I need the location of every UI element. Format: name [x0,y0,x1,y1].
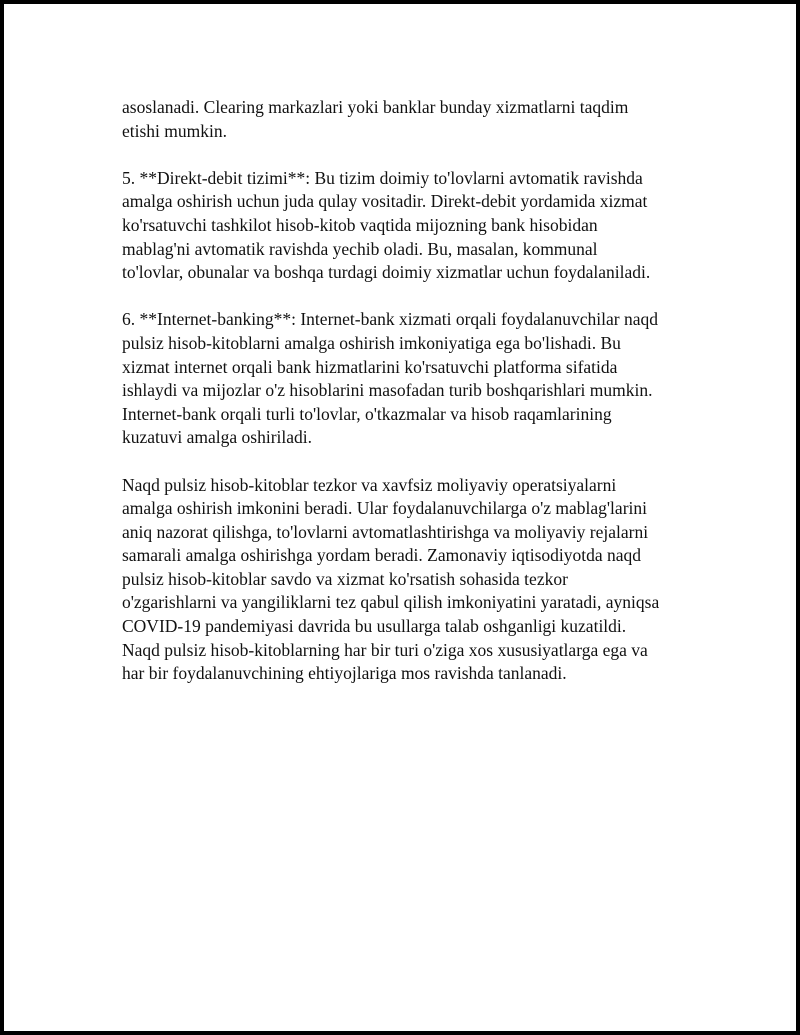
text-line: asoslanadi. Clearing markazlari yoki banklar bunday xizmatlarni taqdim [122,97,629,117]
paragraph-direct-debit [122,167,722,285]
paragraph-internet-banking [122,308,722,450]
text-line: xizmat internet orqali bank hizmatlarini ko'rsatuvchi platforma sifatida [122,356,618,377]
text-line: COVID-19 pandemiyasi davrida bu usullarga talab oshganligi kuzatildi. [122,616,627,637]
text-line: mablag'ni avtomatik ravishda yechib oladi. Bu, masalan, kommunal [122,238,598,259]
text-line: ko'rsatuvchi tashkilot hisob-kitob vaqtida mijozning bank hisobidan [122,214,598,235]
text-line: amalga oshirish uchun juda qulay vositadir. Direkt-debit yordamida xizmat [122,191,648,212]
text-line: to'lovlar, obunalar va boshqa turdagi doimiy xizmatlar uchun foydalaniladi. [122,262,651,283]
text-line: Naqd pulsiz hisob-kitoblar tezkor va xavfsiz moliyaviy operatsiyalarni [122,474,617,495]
text-line: pulsiz hisob-kitoblarni amalga oshirish imkoniyatiga ega bo'lishadi. Bu [122,332,621,353]
text-line: 5. **Direkt-debit tizimi**: Bu tizim doimiy to'lovlarni avtomatik ravishda [122,167,643,188]
text-line: Naqd pulsiz hisob-kitoblarning har bir turi o'ziga xos xususiyatlarga ega va [122,639,648,660]
text-line: ishlaydi va mijozlar o'z hisoblarini masofadan turib boshqarishlari mumkin. [122,380,653,401]
text-line: aniq nazorat qilishga, to'lovlarni avtomatlashtirishga va moliyaviy rejalarni [122,521,649,542]
text-line: Internet-bank orqali turli to'lovlar, o'tkazmalar va hisob raqamlarining [122,403,612,424]
document-body [122,96,722,709]
text-line: kuzatuvi amalga oshiriladi. [122,427,313,448]
text-line: har bir foydalanuvchining ehtiyojlariga mos ravishda tanlanadi. [122,663,567,684]
text-line: pulsiz hisob-kitoblar savdo va xizmat ko'rsatish sohasida tezkor [122,568,568,589]
text-line: samarali amalga oshirishga yordam beradi. Zamonaviy iqtisodiyotda naqd [122,545,642,566]
text-line: etishi mumkin. [122,120,227,141]
text-line: amalga oshirish imkonini beradi. Ular foydalanuvchilarga o'z mablag'larini [122,498,647,519]
paragraph-continuation [122,96,722,143]
text-line: 6. **Internet-banking**: Internet-bank xizmati orqali foydalanuvchilar naqd [122,309,658,330]
text-line: o'zgarishlarni va yangiliklarni tez qabul qilish imkoniyatini yaratadi, ayniqsa [122,592,660,613]
paragraph-conclusion [122,474,722,686]
